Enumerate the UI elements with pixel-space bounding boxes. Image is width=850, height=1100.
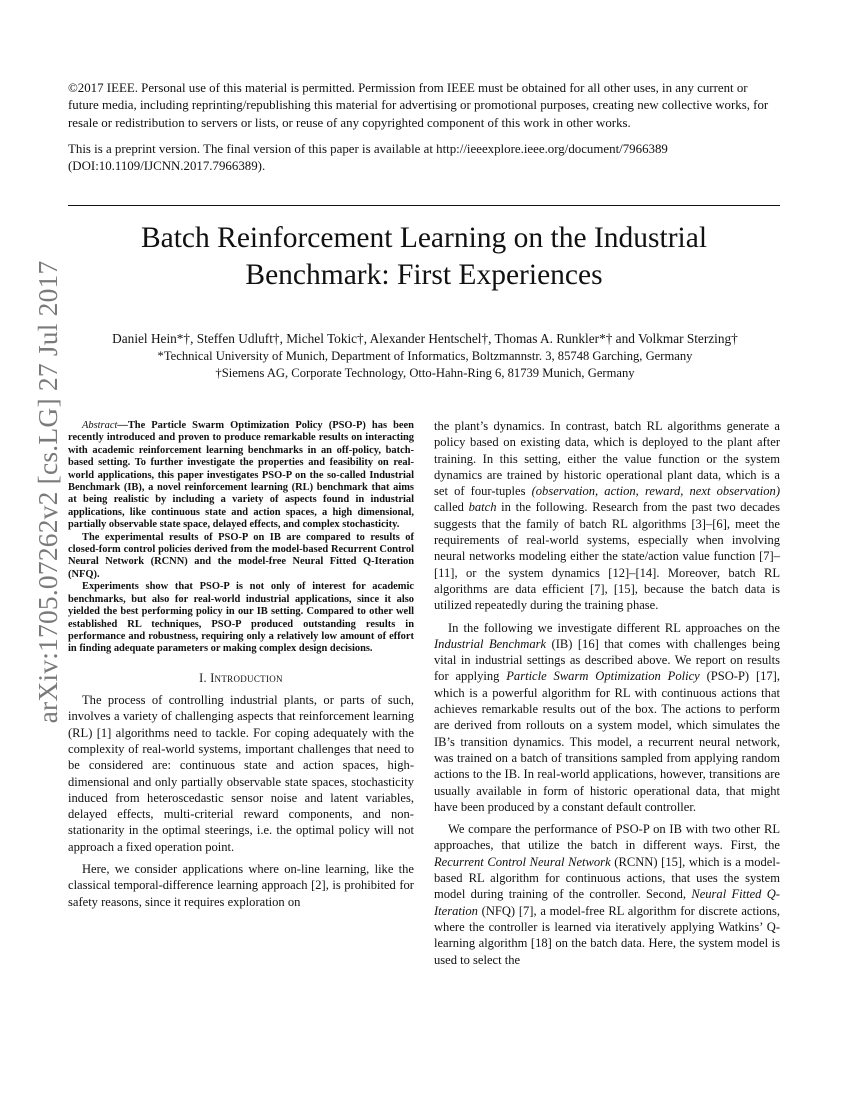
emphasis-nfq: Neural Fitted Q-Iteration xyxy=(434,887,780,918)
header-rule xyxy=(68,205,780,206)
author-block xyxy=(40,330,810,383)
emphasis-pso-p: Particle Swarm Optimization Policy xyxy=(506,669,700,684)
intro-paragraph-2: Here, we consider applications where on-line learning, like the classical temporal-difference learning approach [2], is prohibited for safety reasons, since it requires exploration on xyxy=(68,861,414,909)
text-span: called xyxy=(434,500,469,515)
section-heading-introduction: I. Introduction xyxy=(199,670,283,685)
text-span: (PSO-P) [17], which is a powerful algorithm for RL with continuous actions that achieves remarkable results out of the box. The actions to perform are derived from rollouts on a system model, which simulates the IB’s transition dynamics. This model, a recurrent neural network, was trained on a batch of transitions sampled from applying random actions to the IB. In real-world applications, however, transitions are usually available in form of historic operational data, that might have been produced by a constant default controller. xyxy=(434,669,780,814)
emphasis-industrial-benchmark: Industrial Benchmark xyxy=(434,636,547,651)
abstract-text-1: —The Particle Swarm Optimization Policy (PSO-P) has been recently introduced and proven to produce remarkable results on interacting with academic reinforcement learning benchmarks in an off-policy, batch-based setting. To further investigate the properties and feasibility on real-world applications, this paper investigates PSO-P on the so-called Industrial Benchmark (IB), a novel reinforcement learning (RL) benchmark that aims at being realistic by including a variety of aspects found in industrial applications, like continuous state and action spaces, a high dimensional, partially observable state space, delayed effects, and complex stochasticity. xyxy=(68,420,414,531)
emphasis-rcnn: Recurrent Control Neural Network xyxy=(434,854,611,869)
text-span: (NFQ) [7], a model-free RL algorithm for discrete actions, where the controller is learned via iteratively applying Watkins’ Q-learning algorithm [18] on the batch data. Here, the system model is used to select the xyxy=(434,903,780,967)
text-span: (IB) [16] that comes with challenges being vital in industrial settings as described above. We report on results for applying xyxy=(434,636,780,684)
affiliation-siemens: †Siemens AG, Corporate Technology, Otto-Hahn-Ring 6, 81739 Munich, Germany xyxy=(215,366,635,380)
abstract-label: Abstract xyxy=(82,420,118,431)
right-paragraph-3 xyxy=(434,821,780,968)
author-names: Daniel Hein*†, Steffen Udluft†, Michel Tokic†, Alexander Hentschel†, Thomas A. Runkler*† and Volkmar Sterzing† xyxy=(112,331,738,346)
abstract-paragraph-1 xyxy=(68,420,414,532)
copyright-notice xyxy=(68,80,780,175)
left-column xyxy=(68,420,414,910)
text-span: In the following we investigate different RL approaches on the xyxy=(448,620,780,635)
abstract-paragraph-2: The experimental results of PSO-P on IB are compared to results of closed-form control policies derived from the model-based Recurrent Control Neural Network (RCNN) and the model-free Neural Fitted Q-Iteration (NFQ). xyxy=(68,531,414,580)
affiliation-tum: *Technical University of Munich, Department of Informatics, Boltzmannstr. 3, 85748 Garching, Germany xyxy=(157,348,693,363)
right-paragraph-1 xyxy=(434,418,780,614)
emphasis-tuple: (observation, action, reward, next observation) xyxy=(531,484,780,499)
right-column xyxy=(434,418,780,968)
preprint-text: This is a preprint version. The final version of this paper is available at http://ieeexplore.ieee.org/document/7966389 (DOI:10.1109/IJCNN.2017.7966389). xyxy=(68,141,668,174)
text-span: in the following. Research from the past two decades suggests that the family of batch RL algorithms [3]–[6], meet the requirements of real-world systems, especially when involving neural networks modeling either the state/action value function [7]–[11], or the system dynamics [12]–[14]. Moreover, batch RL algorithms are data efficient [7], [15], because the batch data is utilized repeatedly during the training phase. xyxy=(434,500,780,613)
copyright-text: ©2017 IEEE. Personal use of this material is permitted. Permission from IEEE must be obtained for all other uses, in any current or future media, including reprinting/republishing this material for advertising or promotional purposes, creating new collective works, for resale or redistribution to servers or lists, or reuse of any copyrighted component of this work in other works. xyxy=(68,81,769,130)
abstract xyxy=(68,420,414,656)
emphasis-batch: batch xyxy=(468,500,497,515)
intro-paragraph-1: The process of controlling industrial plants, or parts of such, involves a variety of challenging aspects that reinforcement learning (RL) [1] algorithms need to tackle. For coping adequately with the complexity of real-world systems, important challenges that need to be considered are: continuous state and action spaces, high-dimensional and only partially observable state spaces, stochasticity induced from heteroscedastic sensor noise and latent variables, delayed effects, multi-criterial reward components, and non-stationarity in the optimal steerings, i.e. the optimal policy will not approach a fixed operation point. xyxy=(68,693,414,854)
text-span: We compare the performance of PSO-P on IB with two other RL approaches, that utilize the batch in different ways. First, the xyxy=(434,822,780,853)
text-span: the plant’s dynamics. In contrast, batch RL algorithms generate a policy based on existing data, which is deployed to the plant after training. In this setting, either the value function or the system dynamics are trained by historic operational plant data, which is a set of four-tuples xyxy=(434,419,780,499)
abstract-paragraph-3: Experiments show that PSO-P is not only of interest for academic benchmarks, but also for real-world industrial applications, since it also yielded the best performing policy in our IB setting. Compared to other well established RL techniques, PSO-P produced outstanding results in performance and robustness, requiring only a relatively low amount of effort in finding adequate parameters or making complex design decisions. xyxy=(68,581,414,655)
paper-title: Batch Reinforcement Learning on the Industrial Benchmark: First Experiences xyxy=(140,222,708,291)
arxiv-identifier-text: arXiv:1705.07262v2 [cs.LG] 27 Jul 2017 xyxy=(32,260,63,724)
text-span: (RCNN) [15], which is a model-based RL algorithm for continuous actions, that uses the system model during training of the controller. Second, xyxy=(434,854,781,902)
right-paragraph-2 xyxy=(434,620,780,816)
